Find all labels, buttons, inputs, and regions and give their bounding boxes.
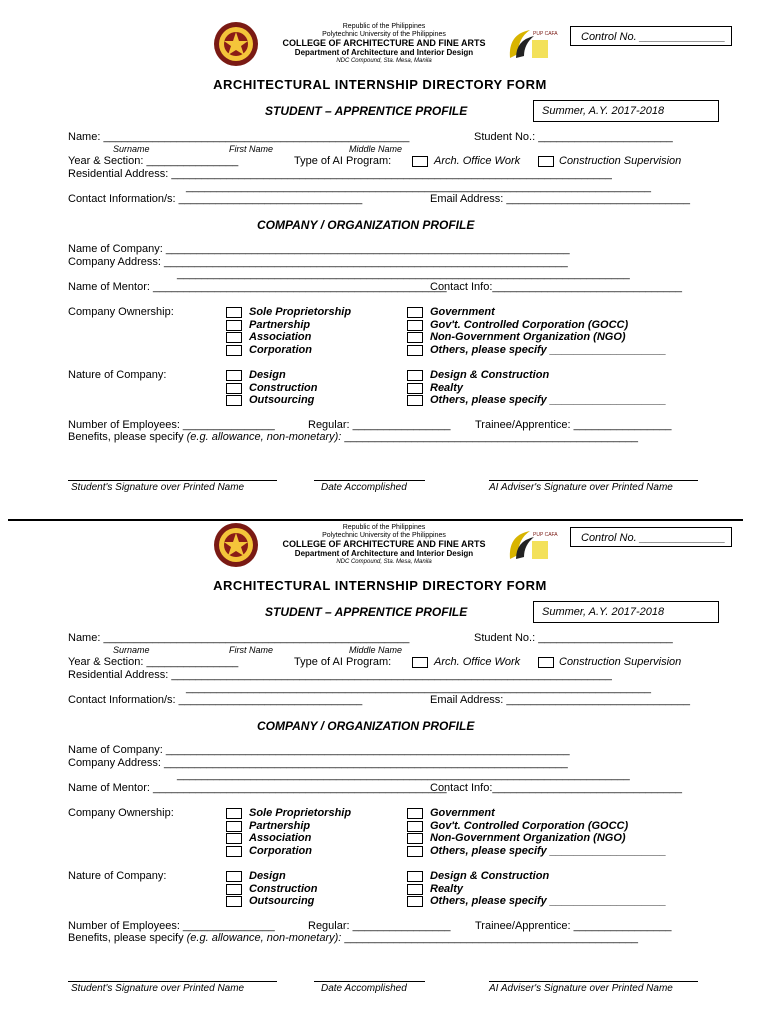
regular-field[interactable]: Regular: ________________ (308, 920, 451, 932)
ownership-checkbox[interactable] (226, 345, 242, 356)
cafa-logo-icon (506, 24, 550, 64)
nature-option: Design (249, 870, 286, 882)
header-republic: Republic of the Philippines (342, 524, 426, 531)
control-number-field[interactable]: Control No. ______________ (570, 527, 732, 547)
ownership-option: Government (430, 306, 495, 318)
benefits-line: ________________________________________________ (344, 431, 639, 443)
nature-option: Realty (430, 382, 464, 394)
nature-option: Others, please specify ___________________ (430, 895, 667, 907)
form-title: ARCHITECTURAL INTERNSHIP DIRECTORY FORM (213, 77, 547, 92)
ownership-option: Sole Proprietorship (249, 807, 352, 819)
internship-form-top (0, 0, 768, 500)
benefits-label: Benefits, please specify (68, 932, 184, 944)
year-section-field[interactable]: Year & Section: _______________ (68, 155, 239, 167)
form-header (0, 0, 768, 68)
mentor-contact-field[interactable]: Contact Info:_______________________________ (430, 782, 683, 794)
benefits-line: ________________________________________________ (344, 932, 639, 944)
arch-office-label: Arch. Office Work (434, 656, 521, 668)
ownership-checkbox[interactable] (407, 846, 423, 857)
construction-supervision-checkbox[interactable] (538, 156, 554, 167)
company-name-field[interactable]: Name of Company: __________________________________________________________________ (68, 243, 570, 255)
date-line[interactable] (314, 981, 425, 982)
company-section-title: COMPANY / ORGANIZATION PROFILE (257, 719, 475, 733)
benefits-field[interactable] (68, 932, 638, 945)
residential-address-field[interactable]: Residential Address: ________________________________________________________________________ (68, 669, 612, 681)
ownership-option: Gov't. Controlled Corporation (GOCC) (430, 319, 629, 331)
ownership-option: Partnership (249, 820, 311, 832)
header-college: COLLEGE OF ARCHITECTURE AND FINE ARTS (282, 539, 486, 549)
company-address-continued[interactable]: __________________________________________________________________________ (177, 769, 630, 781)
ownership-checkbox[interactable] (407, 821, 423, 832)
nature-option: Others, please specify ___________________ (430, 394, 667, 406)
nature-checkbox[interactable] (407, 871, 423, 882)
residential-address-continued[interactable]: ____________________________________________________________________________ (186, 682, 651, 694)
nature-option: Construction (249, 382, 318, 394)
date-label: Date Accomplished (321, 983, 407, 994)
email-field[interactable]: Email Address: ______________________________ (430, 193, 690, 205)
ai-program-label: Type of AI Program: (294, 155, 392, 167)
ownership-option: Corporation (249, 845, 312, 857)
student-section-title: STUDENT – APPRENTICE PROFILE (265, 104, 468, 118)
ownership-option: Sole Proprietorship (249, 306, 352, 318)
header-university: Polytechnic University of the Philippines (322, 31, 446, 38)
nature-label: Nature of Company: (68, 870, 167, 882)
nature-option: Design & Construction (430, 369, 550, 381)
ownership-checkbox[interactable] (226, 821, 242, 832)
contact-info-field[interactable]: Contact Information/s: ______________________________ (68, 193, 363, 205)
year-section-field[interactable]: Year & Section: _______________ (68, 656, 239, 668)
header-college: COLLEGE OF ARCHITECTURE AND FINE ARTS (282, 38, 486, 48)
ownership-checkbox[interactable] (407, 345, 423, 356)
nature-option: Design & Construction (430, 870, 550, 882)
date-label: Date Accomplished (321, 482, 407, 493)
ownership-option: Non-Government Organization (NGO) (430, 832, 626, 844)
ownership-checkbox[interactable] (226, 332, 242, 343)
header-address: NDC Compound, Sta. Mesa, Manila (336, 559, 432, 565)
nature-checkbox[interactable] (226, 871, 242, 882)
nature-checkbox[interactable] (407, 370, 423, 381)
student-signature-label: Student's Signature over Printed Name (71, 482, 245, 493)
form-title: ARCHITECTURAL INTERNSHIP DIRECTORY FORM (213, 578, 547, 593)
header-republic: Republic of the Philippines (342, 23, 426, 30)
trainee-field[interactable]: Trainee/Apprentice: ________________ (475, 920, 672, 932)
company-address-field[interactable]: Company Address: __________________________________________________________________ (68, 256, 568, 268)
student-section-title: STUDENT – APPRENTICE PROFILE (265, 605, 468, 619)
adviser-signature-line[interactable] (489, 480, 698, 481)
adviser-signature-line[interactable] (489, 981, 698, 982)
ownership-option: Corporation (249, 344, 312, 356)
form-header (0, 501, 768, 569)
student-signature-line[interactable] (68, 480, 277, 481)
nature-option: Design (249, 369, 286, 381)
nature-checkbox[interactable] (407, 383, 423, 394)
ownership-option: Government (430, 807, 495, 819)
company-section-title: COMPANY / ORGANIZATION PROFILE (257, 218, 475, 232)
name-field[interactable]: Name: __________________________________________________ (68, 131, 410, 143)
arch-office-checkbox[interactable] (412, 156, 428, 167)
term-badge: Summer, A.Y. 2017-2018 (533, 601, 719, 623)
ownership-checkbox[interactable] (226, 320, 242, 331)
surname-label: Surname (113, 645, 150, 655)
nature-checkbox[interactable] (226, 896, 242, 907)
contact-info-field[interactable]: Contact Information/s: ______________________________ (68, 694, 363, 706)
nature-checkbox[interactable] (226, 383, 242, 394)
mentor-field[interactable]: Name of Mentor: ________________________________________________ (68, 281, 447, 293)
ownership-checkbox[interactable] (226, 307, 242, 318)
adviser-signature-label: AI Adviser's Signature over Printed Name (489, 482, 673, 493)
ownership-option: Others, please specify ___________________ (430, 845, 667, 857)
student-signature-line[interactable] (68, 981, 277, 982)
ownership-checkbox[interactable] (407, 808, 423, 819)
construction-supervision-label: Construction Supervision (559, 155, 682, 167)
ownership-option: Gov't. Controlled Corporation (GOCC) (430, 820, 629, 832)
ownership-checkbox[interactable] (226, 833, 242, 844)
nature-checkbox[interactable] (407, 896, 423, 907)
benefits-label: Benefits, please specify (68, 431, 184, 443)
company-name-field[interactable]: Name of Company: __________________________________________________________________ (68, 744, 570, 756)
mentor-contact-field[interactable]: Contact Info:_______________________________ (430, 281, 683, 293)
ownership-option: Association (249, 331, 312, 343)
name-field[interactable]: Name: __________________________________________________ (68, 632, 410, 644)
company-address-continued[interactable]: __________________________________________________________________________ (177, 268, 630, 280)
ai-program-label: Type of AI Program: (294, 656, 392, 668)
term-badge: Summer, A.Y. 2017-2018 (533, 100, 719, 122)
header-department: Department of Architecture and Interior Design (294, 48, 474, 57)
arch-office-label: Arch. Office Work (434, 155, 521, 167)
construction-supervision-label: Construction Supervision (559, 656, 682, 668)
ownership-checkbox[interactable] (407, 833, 423, 844)
student-signature-label: Student's Signature over Printed Name (71, 983, 245, 994)
company-address-field[interactable]: Company Address: __________________________________________________________________ (68, 757, 568, 769)
ownership-checkbox[interactable] (226, 846, 242, 857)
header-department: Department of Architecture and Interior Design (294, 549, 474, 558)
nature-checkbox[interactable] (407, 884, 423, 895)
nature-checkbox[interactable] (226, 370, 242, 381)
middle-name-label: Middle Name (349, 144, 403, 154)
residential-address-field[interactable]: Residential Address: ________________________________________________________________________ (68, 168, 612, 180)
nature-option: Construction (249, 883, 318, 895)
benefits-example: (e.g. allowance, non-monetary): (186, 431, 342, 443)
ownership-option: Association (249, 832, 312, 844)
nature-option: Outsourcing (249, 394, 315, 406)
internship-form-bottom (0, 501, 768, 1001)
first-name-label: First Name (229, 645, 274, 655)
nature-checkbox[interactable] (226, 395, 242, 406)
middle-name-label: Middle Name (349, 645, 403, 655)
trainee-field[interactable]: Trainee/Apprentice: ________________ (475, 419, 672, 431)
ownership-option: Partnership (249, 319, 311, 331)
ownership-checkbox[interactable] (407, 307, 423, 318)
cafa-logo-text: PUP CAFA (533, 31, 558, 37)
adviser-signature-label: AI Adviser's Signature over Printed Name (489, 983, 673, 994)
header-address: NDC Compound, Sta. Mesa, Manila (336, 58, 432, 64)
arch-office-checkbox[interactable] (412, 657, 428, 668)
student-no-field[interactable]: Student No.: ______________________ (474, 632, 673, 644)
ownership-label: Company Ownership: (68, 807, 174, 819)
date-line[interactable] (314, 480, 425, 481)
ownership-option: Non-Government Organization (NGO) (430, 331, 626, 343)
employees-field[interactable]: Number of Employees: _______________ (68, 419, 275, 431)
benefits-example: (e.g. allowance, non-monetary): (186, 932, 342, 944)
email-field[interactable]: Email Address: ______________________________ (430, 694, 690, 706)
nature-checkbox[interactable] (226, 884, 242, 895)
cafa-logo-text: PUP CAFA (533, 532, 558, 538)
nature-checkbox[interactable] (407, 395, 423, 406)
nature-option: Realty (430, 883, 464, 895)
employees-field[interactable]: Number of Employees: _______________ (68, 920, 275, 932)
ownership-label: Company Ownership: (68, 306, 174, 318)
regular-field[interactable]: Regular: ________________ (308, 419, 451, 431)
surname-label: Surname (113, 144, 150, 154)
student-no-field[interactable]: Student No.: ______________________ (474, 131, 673, 143)
mentor-field[interactable]: Name of Mentor: ________________________________________________ (68, 782, 447, 794)
nature-label: Nature of Company: (68, 369, 167, 381)
nature-option: Outsourcing (249, 895, 315, 907)
header-university: Polytechnic University of the Philippines (322, 532, 446, 539)
benefits-field[interactable] (68, 431, 638, 444)
cafa-logo-icon (506, 525, 550, 565)
ownership-checkbox[interactable] (226, 808, 242, 819)
control-number-field[interactable]: Control No. ______________ (570, 26, 732, 46)
ownership-checkbox[interactable] (407, 320, 423, 331)
ownership-option: Others, please specify ___________________ (430, 344, 667, 356)
construction-supervision-checkbox[interactable] (538, 657, 554, 668)
residential-address-continued[interactable]: ____________________________________________________________________________ (186, 181, 651, 193)
first-name-label: First Name (229, 144, 274, 154)
ownership-checkbox[interactable] (407, 332, 423, 343)
